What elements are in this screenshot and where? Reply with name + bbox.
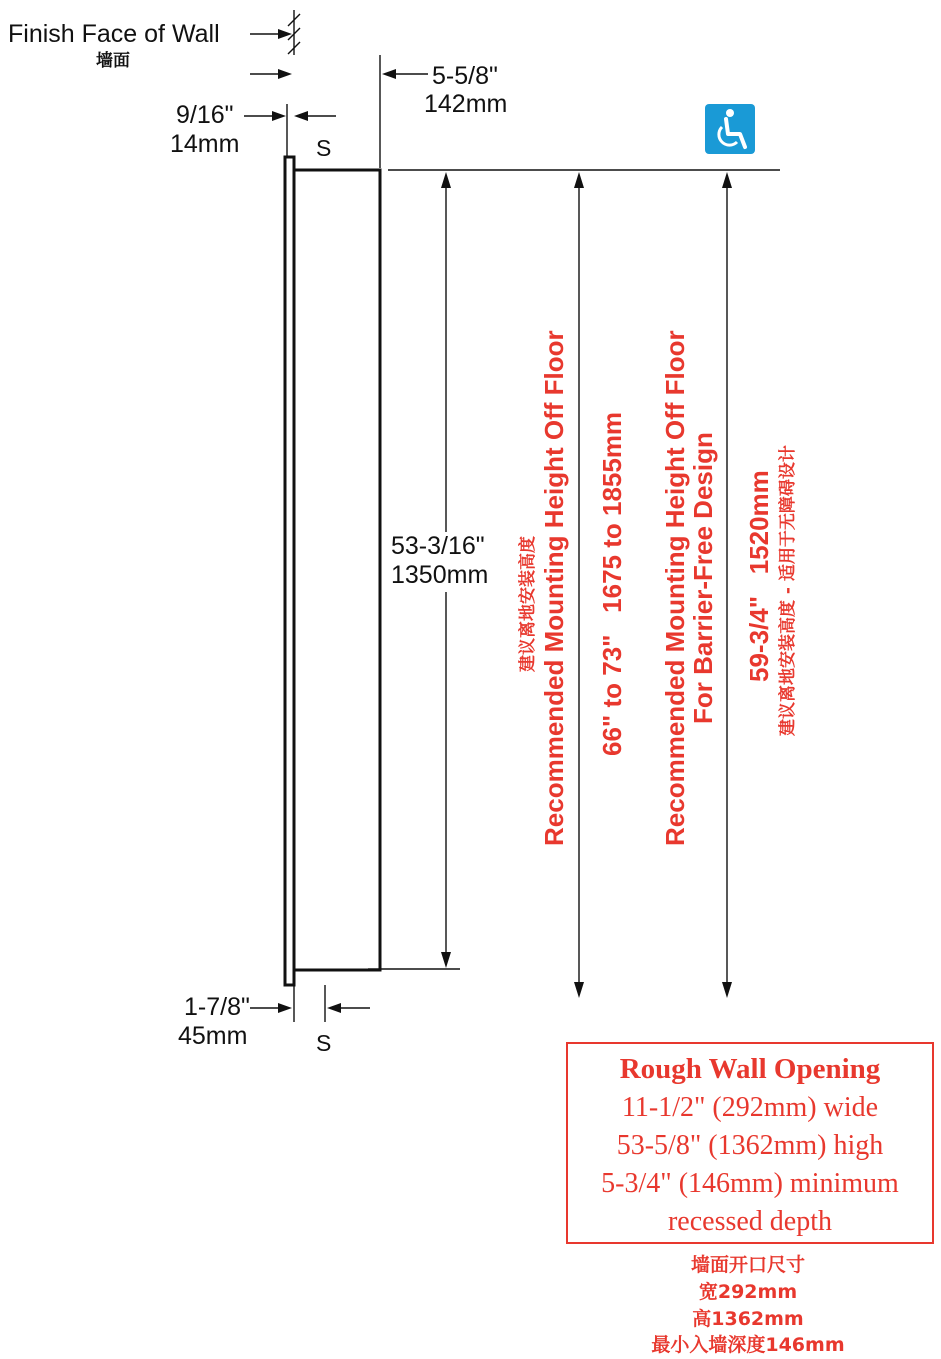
height-arrowhead-top	[441, 172, 451, 188]
rough-opening-cn-width: 宽292mm	[698, 1281, 798, 1303]
bottom-arrowhead-left	[278, 1003, 292, 1013]
bottom-dim-in: 1-7/8"	[184, 993, 250, 1021]
bf-height-value: 59-3/4" 1520mm	[744, 470, 774, 682]
rough-opening-cn-height: 高1362mm	[692, 1308, 804, 1330]
rough-opening-depth-note: recessed depth	[667, 1206, 833, 1237]
rec-height-value: 66" to 73" 1675 to 1855mm	[597, 411, 627, 756]
rough-opening-title: Rough Wall Opening	[619, 1053, 881, 1085]
height-dim-in: 53-3/16"	[391, 532, 485, 560]
rec-height-arrowhead-top	[574, 172, 584, 188]
wheelchair-icon	[705, 104, 755, 154]
flange-dim-in: 9/16"	[176, 101, 234, 129]
bf-height-cn-label: 建议离地安装高度 - 适用于无障碍设计	[778, 445, 798, 736]
rec-height-cn-label: 建议离地安装高度	[518, 536, 538, 672]
bf-height-title-line1: Recommended Mounting Height Off Floor	[660, 330, 690, 846]
depth-arrowhead-right	[382, 69, 396, 79]
depth-dim-in: 5-5/8"	[432, 62, 498, 90]
flange-arrowhead-right	[294, 111, 308, 121]
rec-height-arrowhead-bottom	[574, 982, 584, 998]
bf-height-title-line2: For Barrier-Free Design	[688, 432, 718, 724]
rough-opening-cn-depth: 最小入墙深度146mm	[651, 1334, 845, 1356]
rough-opening-height: 53-5/8" (1362mm) high	[616, 1130, 884, 1161]
rough-opening-width: 11-1/2" (292mm) wide	[621, 1092, 879, 1123]
finish-face-cn-label: 墙面	[96, 51, 130, 71]
bottom-arrowhead-right	[327, 1003, 341, 1013]
flange-dim-mm: 14mm	[170, 130, 240, 158]
s-bottom-label: S	[316, 1030, 332, 1056]
s-top-label: S	[316, 135, 332, 161]
height-arrowhead-bottom	[441, 952, 451, 968]
bf-height-arrowhead-top	[722, 172, 732, 188]
rough-opening-depth: 5-3/4" (146mm) minimum	[601, 1168, 899, 1199]
rec-height-title: Recommended Mounting Height Off Floor	[539, 330, 569, 846]
depth-dim-mm: 142mm	[424, 90, 508, 118]
cabinet-body	[294, 170, 380, 970]
bottom-dim-mm: 45mm	[178, 1022, 248, 1050]
flange-arrowhead-left	[272, 111, 286, 121]
finish-face-label: Finish Face of Wall	[8, 20, 220, 48]
depth-arrowhead-left	[278, 69, 292, 79]
height-dim-mm: 1350mm	[391, 561, 489, 589]
bf-height-arrowhead-bottom	[722, 982, 732, 998]
rough-opening-cn-title: 墙面开口尺寸	[690, 1254, 806, 1276]
